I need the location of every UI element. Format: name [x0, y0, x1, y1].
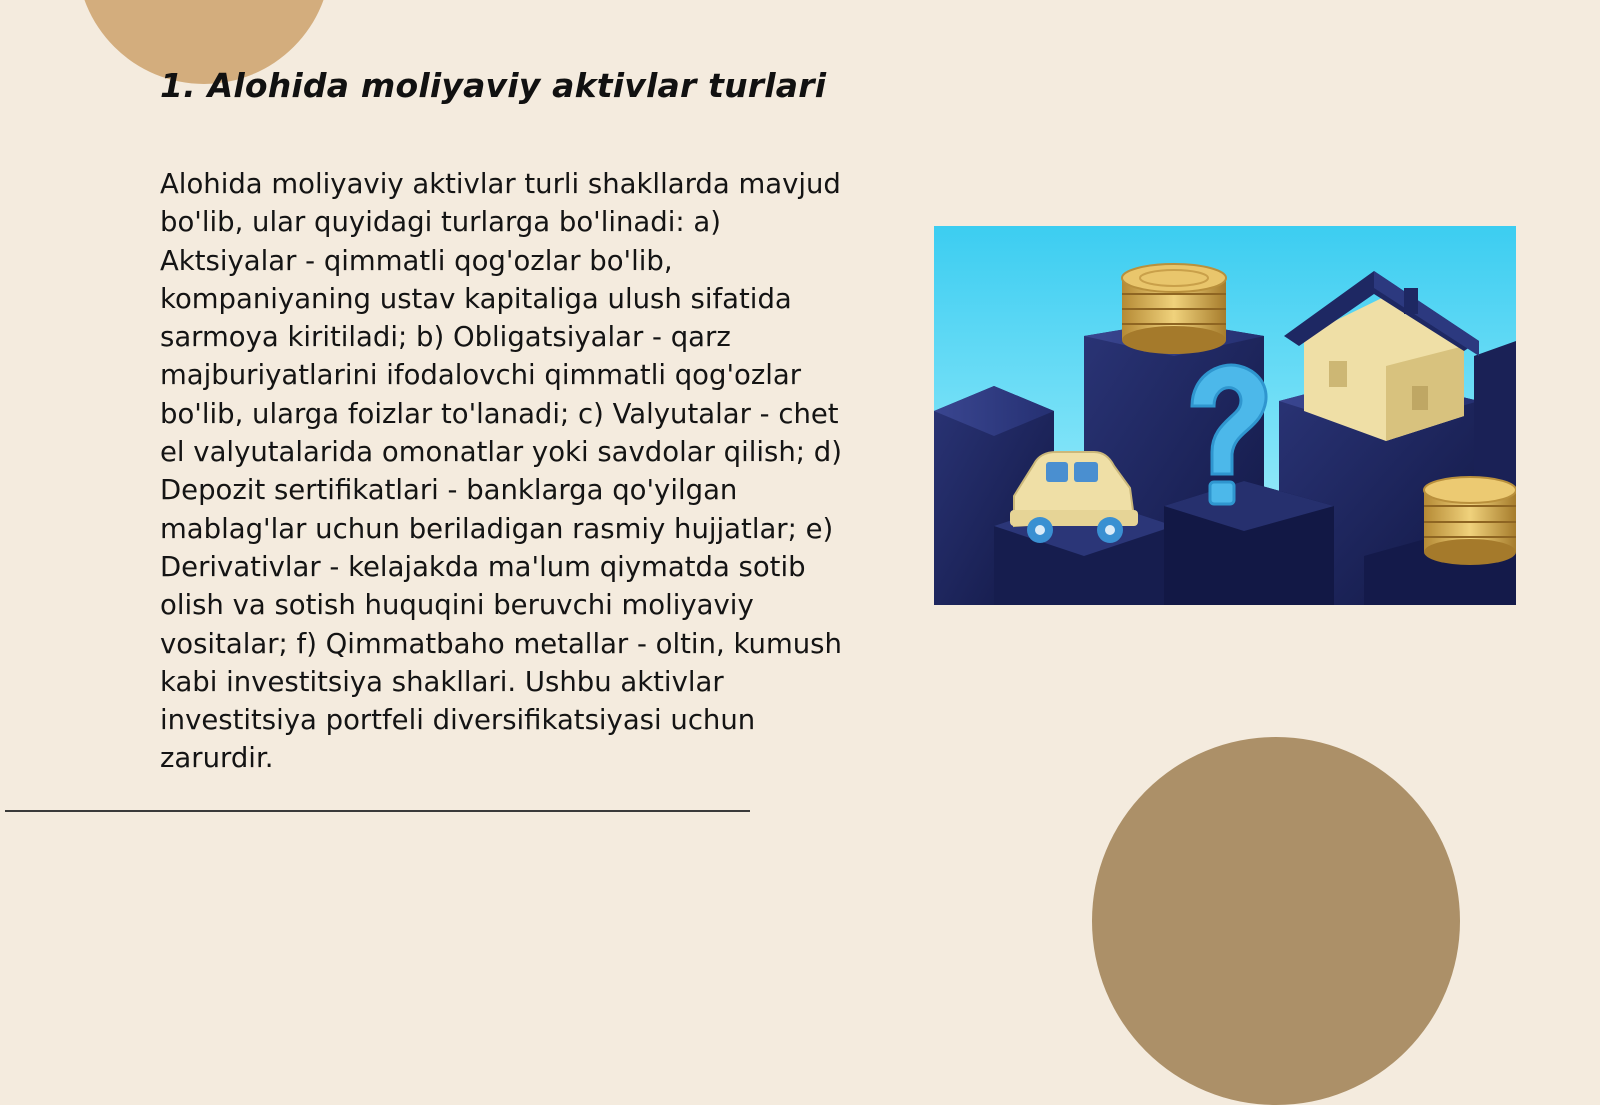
financial-assets-illustration — [934, 226, 1516, 605]
coin-stack-icon — [1122, 264, 1226, 354]
slide-body-text: Alohida moliyaviy aktivlar turli shakllarda mavjud bo'lib, ular quyidagi turlarga bo'linadi: a) Aktsiyalar - qimmatli qog'ozlar bo'lib, kompaniyaning ustav kapitaliga ulush sifatida sarmoya kiritiladi; b) Obligatsiyalar - qarz majburiyatlarini ifodalovchi qimmatli qog'ozlar bo'lib, ularga foizlar to'lanadi; c) Valyutalar - chet el valyutalarida omonatlar yoki savdolar qilish; d) Depozit sertifikatlari - banklarga qo'yilgan mablag'lar uchun beriladigan rasmiy hujjatlar; e) Derivativlar - kelajakda ma'lum qiymatda sotib olish va sotish huquqini beruvchi moliyaviy vositalar; f) Qimmatbaho metallar - oltin, kumush kabi investitsiya shakllari. Ushbu aktivlar investitsiya portfeli diversifikatsiyasi uchun zarurdir. — [160, 168, 842, 775]
slide-title: 1. Alohida moliyaviy aktivlar turlari — [160, 66, 827, 105]
divider-line — [5, 810, 750, 812]
decorative-circle-bottom — [1092, 737, 1460, 1105]
coin-stack-icon-small — [1424, 477, 1516, 565]
